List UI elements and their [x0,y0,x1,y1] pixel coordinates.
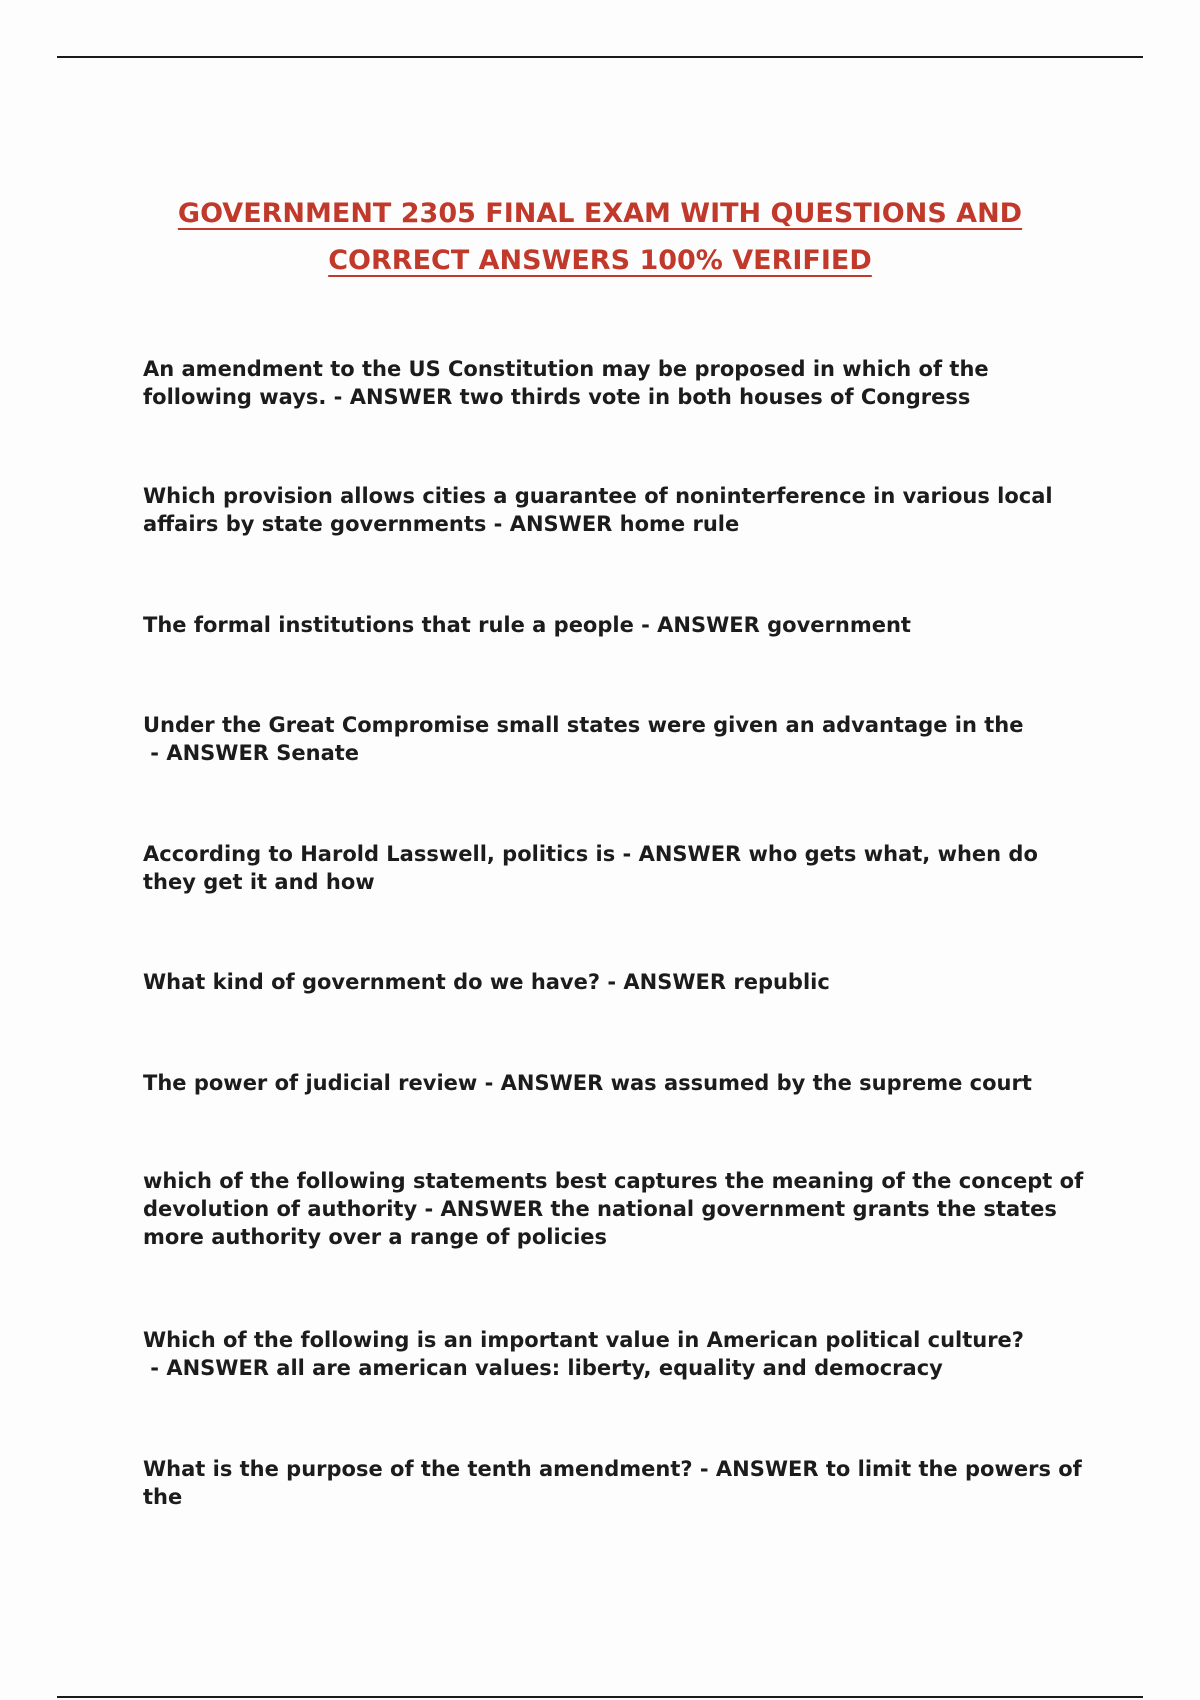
answer-separator: - ANSWER [417,1197,551,1221]
answer-text: all are american values: liberty, equality and democracy [276,1356,943,1380]
bottom-rule [57,1696,1143,1698]
title-line-1: GOVERNMENT 2305 FINAL EXAM WITH QUESTIONS AND [177,198,1023,229]
answer-text: Senate [276,741,360,765]
qa-item-7 [143,1069,1093,1097]
answer-text: government [767,613,911,637]
answer-text: republic [733,970,830,994]
qa-item-10 [143,1455,1093,1511]
question-text: Which of the following is an important value in American political culture? [143,1328,1024,1352]
document-title [100,190,1100,284]
question-text: Under the Great Compromise small states were given an advantage in the [143,713,1024,737]
answer-text: two thirds vote in both houses of Congress [459,385,971,409]
qa-item-3 [143,611,1093,639]
question-text: An amendment to the US Constitution may be proposed in which of the following ways. [143,357,989,409]
question-text: What is the purpose of the tenth amendment? [143,1457,693,1481]
question-text: Which provision allows cities a guarantee of noninterference in various local affairs by state governments [143,484,1053,536]
answer-separator: - ANSWER [692,1457,826,1481]
top-rule [57,56,1143,58]
question-text: According to Harold Lasswell, politics is [143,842,616,866]
answer-separator: - ANSWER [326,385,460,409]
question-text: The formal institutions that rule a people [143,613,634,637]
question-text: What kind of government do we have? [143,970,601,994]
answer-separator: - ANSWER [143,1356,277,1380]
qa-item-6 [143,968,1093,996]
answer-text: home rule [619,512,740,536]
answer-separator: - ANSWER [477,1071,611,1095]
qa-item-4 [143,711,1093,767]
answer-text: to limit the powers of the [143,1457,1082,1509]
answer-text: was assumed by the supreme court [610,1071,1032,1095]
answer-text: who gets what, when do they get it and how [143,842,1038,894]
answer-separator: - ANSWER [600,970,734,994]
qa-item-8 [143,1167,1093,1251]
answer-separator: - ANSWER [486,512,620,536]
answer-separator: - ANSWER [143,741,277,765]
qa-item-9 [143,1326,1093,1382]
qa-item-1 [143,355,1093,411]
answer-separator: - ANSWER [615,842,749,866]
question-text: which of the following statements best captures the meaning of the concept of devolution of authority [143,1169,1084,1221]
title-line-2: CORRECT ANSWERS 100% VERIFIED [328,245,872,276]
answer-text: the national government grants the states more authority over a range of policies [143,1197,1057,1249]
question-text: The power of judicial review [143,1071,478,1095]
qa-item-2 [143,482,1093,538]
qa-item-5 [143,840,1093,896]
answer-separator: - ANSWER [633,613,768,637]
